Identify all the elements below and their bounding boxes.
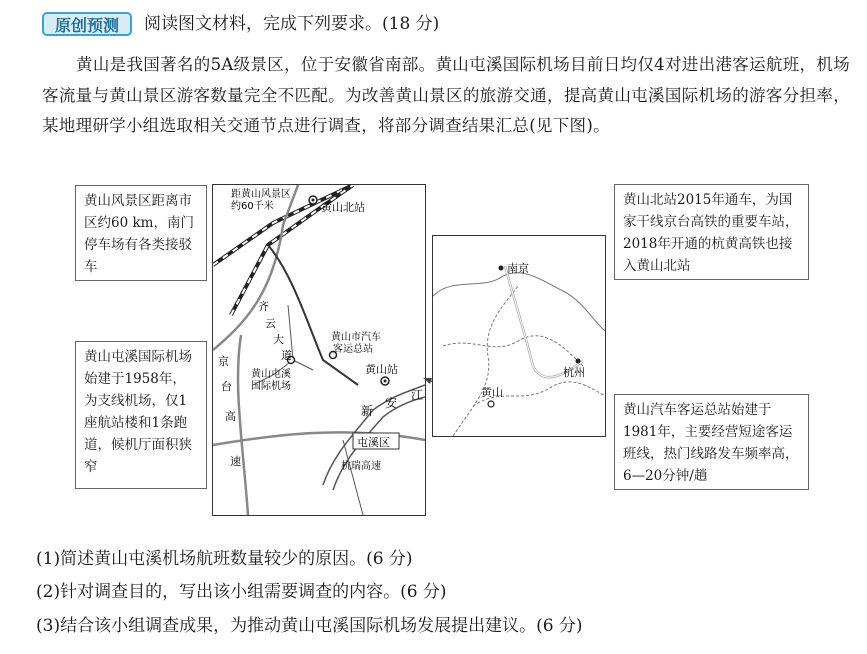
question-1: (1)简述黄山屯溪机场航班数量较少的原因。(6 分) — [36, 549, 413, 569]
main-map-svg — [213, 185, 425, 515]
note-scenic-area: 黄山风景区距离市区约60 km，南门停车场有各类接驳车 — [75, 185, 207, 281]
main-map — [212, 184, 426, 516]
dist-label-2: 约60千米 — [231, 201, 274, 212]
note-north-station: 黄山北站2015年通车，为国家干线京台高铁的重要车站，2018年开通的杭黄高铁也接入黄山北站 — [614, 184, 809, 280]
hangzhou-label: 杭州 — [563, 366, 585, 379]
svg-text:京: 京 — [218, 355, 229, 368]
intro-paragraph: 黄山是我国著名的5A级景区，位于安徽省南部。黄山屯溪国际机场目前日均仅4对进出港客运航班，机场客流量与黄山景区游客数量完全不匹配。为改善黄山景区的旅游交通，提高黄山屯溪国际机场的游客分担率，某地理研学小组选取相关交通节点进行调查，将部分调查结果汇总(见下图)。 — [42, 55, 850, 135]
badge-original-prediction: 原创预测 — [42, 12, 132, 36]
tunxi-label: 屯溪区 — [357, 436, 390, 449]
svg-text:云: 云 — [265, 317, 276, 330]
svg-text:齐: 齐 — [258, 300, 269, 313]
svg-text:大: 大 — [273, 333, 284, 346]
svg-text:新: 新 — [361, 404, 374, 418]
qiyun-avenue — [268, 245, 358, 385]
svg-text:高: 高 — [225, 410, 236, 423]
note-airport: 黄山屯溪国际机场始建于1958年，为支线机场，仅1座航站楼和1条跑道，候机厅面积狭窄 — [75, 341, 207, 489]
nanjing-label: 南京 — [507, 262, 529, 275]
question-3: (3)结合该小组调查成果，为推动黄山屯溪国际机场发展提出建议。(6 分) — [36, 616, 583, 636]
svg-text:道: 道 — [281, 349, 292, 362]
question-header: 阅读图文材料，完成下列要求。(18 分) — [144, 14, 440, 34]
note-bus-station: 黄山汽车客运总站始建于1981年，主要经营短途客运班线，热门线路发车频率高，6—20分钟/趟 — [614, 394, 809, 490]
question-2: (2)针对调查目的，写出该小组需要调查的内容。(6 分) — [36, 582, 447, 602]
nanjing-marker — [499, 266, 504, 271]
inset-map-svg — [433, 236, 605, 436]
hangrui-label: 杭瑞高速 — [341, 461, 381, 472]
huangshan-label: 黄山 — [481, 386, 503, 399]
svg-text:安: 安 — [385, 396, 398, 410]
north-station-label: 黄山北站 — [321, 201, 365, 214]
bus-station-label-1: 黄山市汽车 — [331, 332, 381, 343]
inset-map — [432, 235, 606, 437]
airport-label-2: 国际机场 — [251, 381, 291, 392]
huangshan-station-label: 黄山站 — [365, 363, 398, 376]
airport-label-1: 黄山屯溪 — [251, 369, 291, 380]
hangzhou-marker — [576, 359, 581, 364]
highway — [238, 335, 248, 515]
svg-text:速: 速 — [230, 455, 241, 468]
svg-text:江: 江 — [411, 388, 424, 402]
dist-label-1: 距黄山风景区 — [231, 189, 291, 200]
huangshan-marker — [488, 401, 494, 407]
svg-text:台: 台 — [221, 380, 232, 393]
bus-station-label-2: 客运总站 — [333, 344, 373, 355]
